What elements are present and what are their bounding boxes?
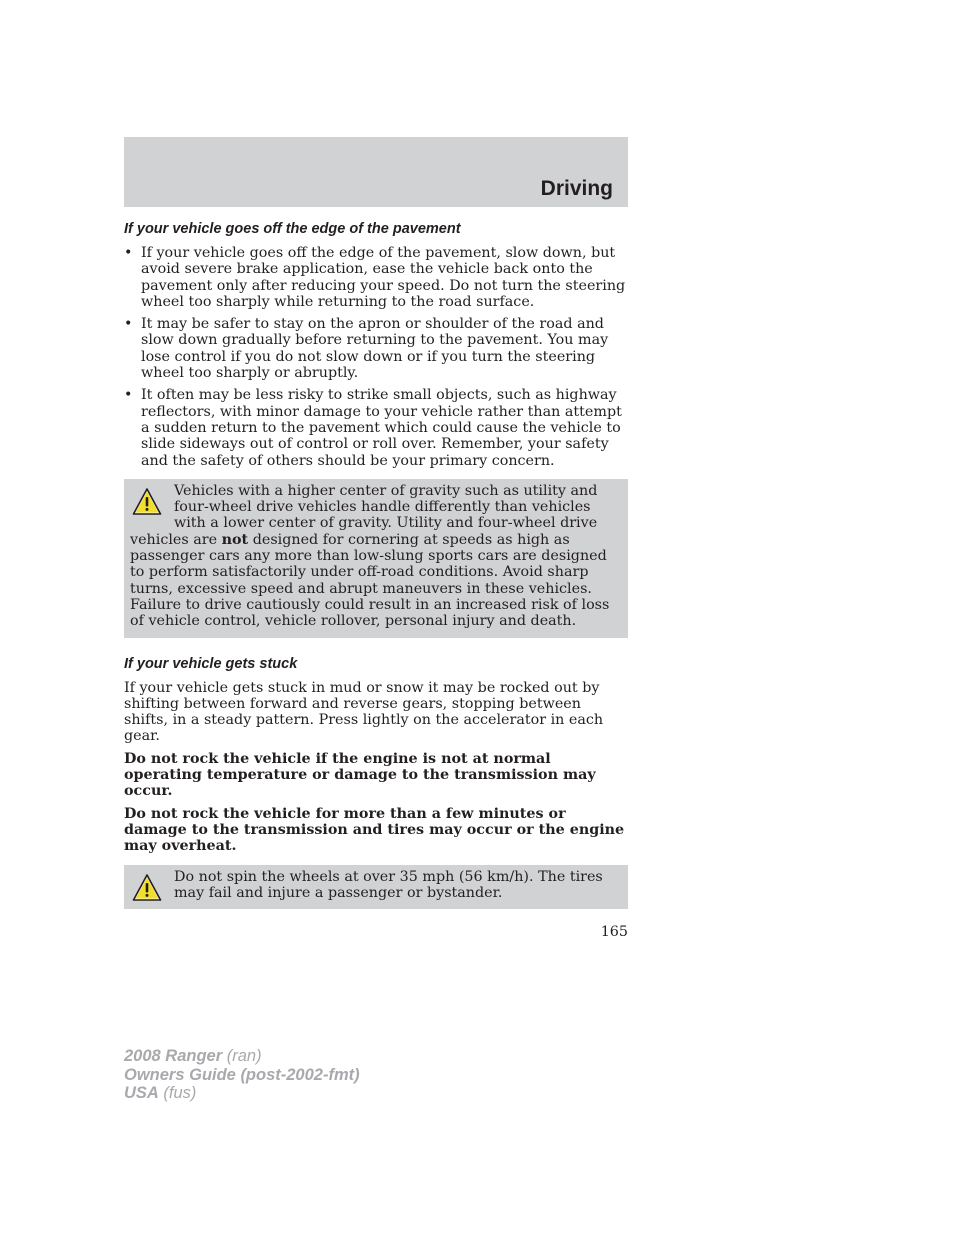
bullet-icon: • (124, 316, 133, 333)
warning-box-wheel-spin (124, 865, 628, 910)
warning-triangle-icon (132, 873, 162, 903)
footer-line-market (124, 1084, 360, 1103)
warning-box-center-of-gravity (124, 479, 628, 638)
list-item (124, 245, 628, 310)
warning-text (130, 483, 621, 630)
bullet-icon: • (124, 245, 133, 261)
page-content (124, 219, 628, 925)
footer-line-guide: Owners Guide (post-2002-fmt) (124, 1065, 360, 1084)
list-item-text: If your vehicle goes off the edge of the pavement, slow down, but avoid severe brake application, ease the vehicle back onto the pavement only after reducing your speed. Do not turn the steering wheel too sharply while returning to the road surface. (141, 245, 626, 310)
section-heading-off-pavement: If your vehicle goes off the edge of the pavement (124, 221, 461, 237)
warning-text-part: Vehicles with a higher center of gravity such as utility and four-wheel drive vehicles handle differently than vehicles with a lower center of gravity. Utility and four-wheel drive vehicles are (130, 482, 598, 548)
footer-line-model (124, 1047, 360, 1066)
section-heading-stuck: If your vehicle gets stuck (124, 655, 298, 672)
warning-text-part: designed for cornering at speeds as high as passenger cars any more than low-slung sports cars are designed to perform satisfactorily under off-road conditions. Avoid sharp turns, excessive speed and abrupt maneuvers in these vehicles. Failure to drive cautiously could result in an increased risk of loss of vehicle control, vehicle rollover, personal injury and death. (130, 531, 610, 630)
warning-emphasis: not (221, 531, 249, 548)
footer-market: USA (124, 1084, 159, 1102)
list-item-text: It often may be less risky to strike small objects, such as highway reflectors, with minor damage to your vehicle rather than attempt a sudden return to the pavement which could cause the vehicle to slide sideways out of control or roll over. Remember, your safety and the safety of others should be your primary concern. (141, 387, 622, 469)
warning-triangle-icon (132, 487, 162, 517)
list-item (124, 387, 628, 468)
caution-rocking-duration: Do not rock the vehicle for more than a few minutes or damage to the transmission and tires may occur or the engine may overheat. (124, 805, 625, 855)
page-number: 165 (600, 924, 628, 940)
warning-text: Do not spin the wheels at over 35 mph (56 km/h). The tires may fail and injure a passenger or bystander. (174, 868, 603, 901)
chapter-title: Driving (540, 177, 613, 200)
list-item (124, 316, 628, 381)
document-footer (124, 1047, 360, 1103)
list-item-text: It may be safer to stay on the apron or shoulder of the road and slow down gradually before returning to the pavement. You may lose control if you do not slow down or if you turn the steering wheel too sharply or abruptly. (141, 316, 609, 382)
footer-model-code: (ran) (222, 1047, 262, 1065)
off-pavement-bullet-list (124, 245, 628, 469)
footer-model: 2008 Ranger (124, 1047, 223, 1065)
chapter-header-band (124, 137, 628, 207)
caution-engine-temperature: Do not rock the vehicle if the engine is not at normal operating temperature or damage to the transmission may occur. (124, 750, 596, 800)
stuck-paragraph: If your vehicle gets stuck in mud or snow it may be rocked out by shifting between forward and reverse gears, stopping between shifts, in a steady pattern. Press lightly on the accelerator in each gear. (124, 679, 604, 745)
bullet-icon: • (124, 387, 133, 404)
footer-market-code: (fus) (158, 1084, 197, 1102)
